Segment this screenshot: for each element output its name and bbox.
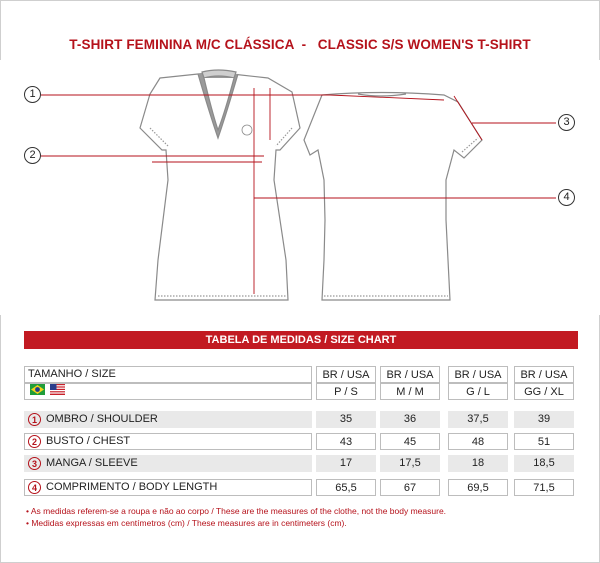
row-number-3: 3	[28, 457, 41, 470]
value-cell: 37,5	[448, 411, 508, 428]
value-cell: 67	[380, 479, 440, 496]
row-number-2: 2	[28, 435, 41, 448]
callout-1: 1	[24, 86, 41, 103]
value-cell: 45	[380, 433, 440, 450]
value-cell: 65,5	[316, 479, 376, 496]
region-label-1: BR / USA	[316, 366, 376, 383]
note-clothe-measure: • As medidas referem-se a roupa e não ao corpo / These are the measures of the clothe, not the body measure.	[26, 506, 447, 516]
value-cell: 18,5	[514, 455, 574, 472]
usa-flag-icon	[50, 384, 65, 395]
note-centimeters: • Medidas expressas em centímetros (cm) / These measures are in centimeters (cm).	[26, 518, 347, 528]
page-title: T-SHIRT FEMININA M/C CLÁSSICA - CLASSIC S/S WOMEN'S T-SHIRT	[69, 37, 531, 52]
value-cell: 17,5	[380, 455, 440, 472]
size-chart-header: TABELA DE MEDIDAS / SIZE CHART	[24, 331, 578, 349]
callout-2: 2	[24, 147, 41, 164]
measure-row-length	[24, 479, 578, 496]
value-cell: 18	[448, 455, 508, 472]
size-label: TAMANHO / SIZE	[28, 368, 116, 380]
callout-4: 4	[558, 189, 575, 206]
size-s: P / S	[316, 383, 376, 400]
region-label-3: BR / USA	[448, 366, 508, 383]
row-label: OMBRO / SHOULDER	[46, 413, 158, 425]
size-xl: GG / XL	[514, 383, 574, 400]
value-cell: 51	[514, 433, 574, 450]
row-label: BUSTO / CHEST	[46, 435, 131, 447]
size-values-row	[24, 383, 578, 400]
value-cell: 71,5	[514, 479, 574, 496]
callout-3: 3	[558, 114, 575, 131]
size-header-row	[24, 366, 578, 383]
measure-row-sleeve	[24, 455, 578, 472]
value-cell: 43	[316, 433, 376, 450]
row-label: COMPRIMENTO / BODY LENGTH	[46, 481, 218, 493]
value-cell: 35	[316, 411, 376, 428]
region-label-4: BR / USA	[514, 366, 574, 383]
size-l: G / L	[448, 383, 508, 400]
row-number-1: 1	[28, 413, 41, 426]
value-cell: 48	[448, 433, 508, 450]
region-label-2: BR / USA	[380, 366, 440, 383]
size-m: M / M	[380, 383, 440, 400]
value-cell: 39	[514, 411, 574, 428]
brazil-flag-icon	[30, 384, 45, 395]
row-label: MANGA / SLEEVE	[46, 457, 138, 469]
value-cell: 17	[316, 455, 376, 472]
tshirt-illustration	[0, 60, 600, 315]
row-number-4: 4	[28, 481, 41, 494]
value-cell: 69,5	[448, 479, 508, 496]
measure-row-chest	[24, 433, 578, 450]
measure-row-shoulder	[24, 411, 578, 428]
value-cell: 36	[380, 411, 440, 428]
